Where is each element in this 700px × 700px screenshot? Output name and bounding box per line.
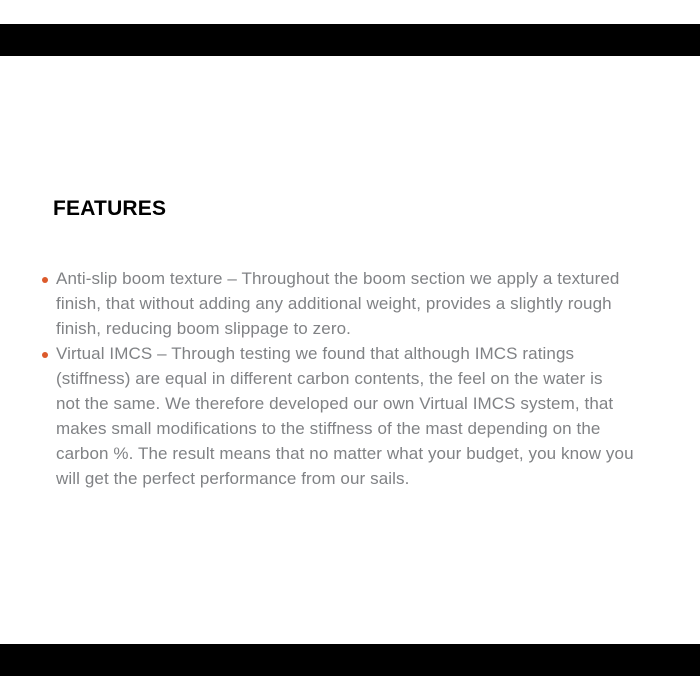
features-heading: FEATURES xyxy=(53,197,167,220)
list-item-virtual-imcs xyxy=(42,341,670,491)
bullet-dot-icon xyxy=(42,352,48,358)
list-item-anti-slip-boom-texture xyxy=(42,266,670,341)
feature-text-line: makes small modifications to the stiffness of the mast depending on the xyxy=(56,419,601,438)
feature-text-line: Anti-slip boom texture – Throughout the boom section we apply a textured xyxy=(56,269,620,288)
feature-text-line: not the same. We therefore developed our own Virtual IMCS system, that xyxy=(56,394,614,413)
feature-list xyxy=(42,266,670,491)
bottom-black-bar xyxy=(0,644,700,676)
feature-text-line: carbon %. The result means that no matter what your budget, you know you xyxy=(56,444,634,463)
feature-text-line: will get the perfect performance from our sails. xyxy=(56,469,410,488)
bullet-dot-icon xyxy=(42,277,48,283)
feature-text-line: finish, reducing boom slippage to zero. xyxy=(56,319,351,338)
feature-text-line: finish, that without adding any additional weight, provides a slightly rough xyxy=(56,294,612,313)
top-black-bar xyxy=(0,24,700,56)
feature-text-line: Virtual IMCS – Through testing we found that although IMCS ratings xyxy=(56,344,575,363)
feature-text-line: (stiffness) are equal in different carbon contents, the feel on the water is xyxy=(56,369,603,388)
